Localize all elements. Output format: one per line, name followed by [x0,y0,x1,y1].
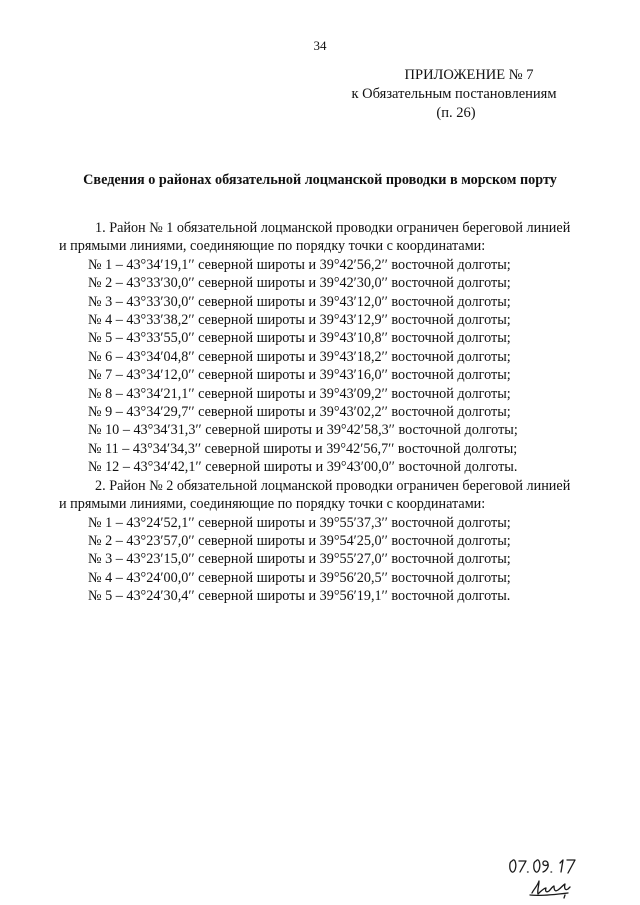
document-heading: Сведения о районах обязательной лоцманской проводки в морском порту [83,172,557,188]
coordinate-point: № 7 – 43°34′12,0′′ северной широты и 39°43′16,0′′ восточной долготы; [88,367,511,384]
coordinate-point: № 4 – 43°33′38,2′′ северной широты и 39°43′12,9′′ восточной долготы; [88,312,511,329]
coordinate-point: № 9 – 43°34′29,7′′ северной широты и 39°43′02,2′′ восточной долготы; [88,404,511,421]
district-intro-line: и прямыми линиями, соединяющие по порядку точки с координатами: [59,238,486,255]
coordinate-point: № 1 – 43°34′19,1′′ северной широты и 39°42′56,2′′ восточной долготы; [88,256,511,273]
appendix-title: ПРИЛОЖЕНИЕ № 7 [404,67,534,83]
coordinate-point: № 5 – 43°33′55,0′′ северной широты и 39°43′10,8′′ восточной долготы; [88,330,511,347]
signature-drawing [508,855,592,899]
coordinate-point: № 3 – 43°33′30,0′′ северной широты и 39°43′12,0′′ восточной долготы; [88,293,511,310]
appendix-reference: к Обязательным постановлениям [351,86,557,102]
coordinate-point: № 1 – 43°24′52,1′′ северной широты и 39°55′37,3′′ восточной долготы; [88,514,511,531]
coordinate-point: № 8 – 43°34′21,1′′ северной широты и 39°43′09,2′′ восточной долготы; [88,385,511,402]
appendix-clause: (п. 26) [436,105,476,121]
coordinate-point: № 4 – 43°24′00,0′′ северной широты и 39°56′20,5′′ восточной долготы; [88,569,511,586]
coordinate-point: № 3 – 43°23′15,0′′ северной широты и 39°55′27,0′′ восточной долготы; [88,551,511,568]
district-intro-line: 1. Район № 1 обязательной лоцманской проводки ограничен береговой линией [95,220,571,236]
coordinate-point: № 5 – 43°24′30,4′′ северной широты и 39°56′19,1′′ восточной долготы. [88,588,511,605]
coordinate-point: № 2 – 43°23′57,0′′ северной широты и 39°54′25,0′′ восточной долготы; [88,532,511,549]
district-2 [59,477,609,606]
coordinate-point: № 10 – 43°34′31,3′′ северной широты и 39°42′58,3′′ восточной долготы; [88,422,518,439]
coordinate-point: № 2 – 43°33′30,0′′ северной широты и 39°42′30,0′′ восточной долготы; [88,275,511,292]
page-number: 34 [313,38,327,53]
appendix-block [302,66,602,123]
district-intro-line: и прямыми линиями, соединяющие по порядку точки с координатами: [59,496,486,513]
coordinate-point: № 12 – 43°34′42,1′′ северной широты и 39°43′00,0′′ восточной долготы. [88,459,518,476]
handwritten-signature [508,855,592,899]
coordinate-point: № 6 – 43°34′04,8′′ северной широты и 39°43′18,2′′ восточной долготы; [88,348,511,365]
coordinate-point: № 11 – 43°34′34,3′′ северной широты и 39°42′56,7′′ восточной долготы; [88,440,518,457]
district-1 [59,219,609,477]
district-intro-line: 2. Район № 2 обязательной лоцманской проводки ограничен береговой линией [95,477,571,494]
document-body [59,219,609,606]
